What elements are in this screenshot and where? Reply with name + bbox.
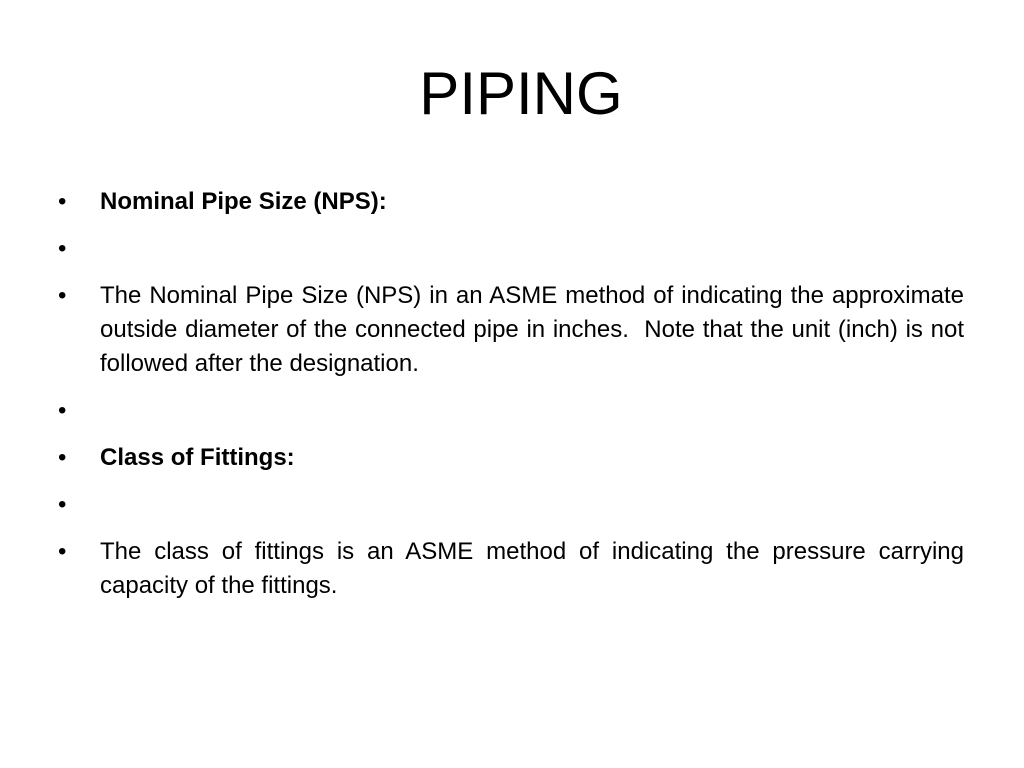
- bullet-marker: •: [58, 188, 67, 215]
- bullet-marker: •: [58, 235, 67, 262]
- bullet-item-nps-heading: [58, 185, 964, 219]
- bullet-item-nps-description: [58, 279, 971, 381]
- bullet-marker: •: [58, 397, 67, 424]
- bullet-item-class-description: [58, 535, 964, 603]
- bullet-marker: •: [58, 282, 67, 309]
- slide-title: PIPING: [419, 60, 623, 127]
- bullet-text: The class of fittings is an ASME method of indicating the pressure carrying capacity of the fittings.: [100, 538, 964, 599]
- bullet-text: The Nominal Pipe Size (NPS) in an ASME method of indicating the approximate outside diameter of the connected pipe in inches. Note that the unit (inch) is not followed after the designation.: [100, 282, 971, 377]
- bullet-item-empty: [58, 232, 964, 266]
- bullet-marker: •: [58, 491, 67, 518]
- bullet-text: Nominal Pipe Size (NPS):: [100, 188, 387, 215]
- bullet-text: Class of Fittings:: [100, 444, 295, 471]
- bullet-item-empty: [58, 488, 964, 522]
- bullet-list: [58, 185, 971, 616]
- bullet-marker: •: [58, 538, 67, 565]
- bullet-item-class-heading: [58, 441, 964, 475]
- bullet-marker: •: [58, 444, 67, 471]
- bullet-item-empty: [58, 394, 964, 428]
